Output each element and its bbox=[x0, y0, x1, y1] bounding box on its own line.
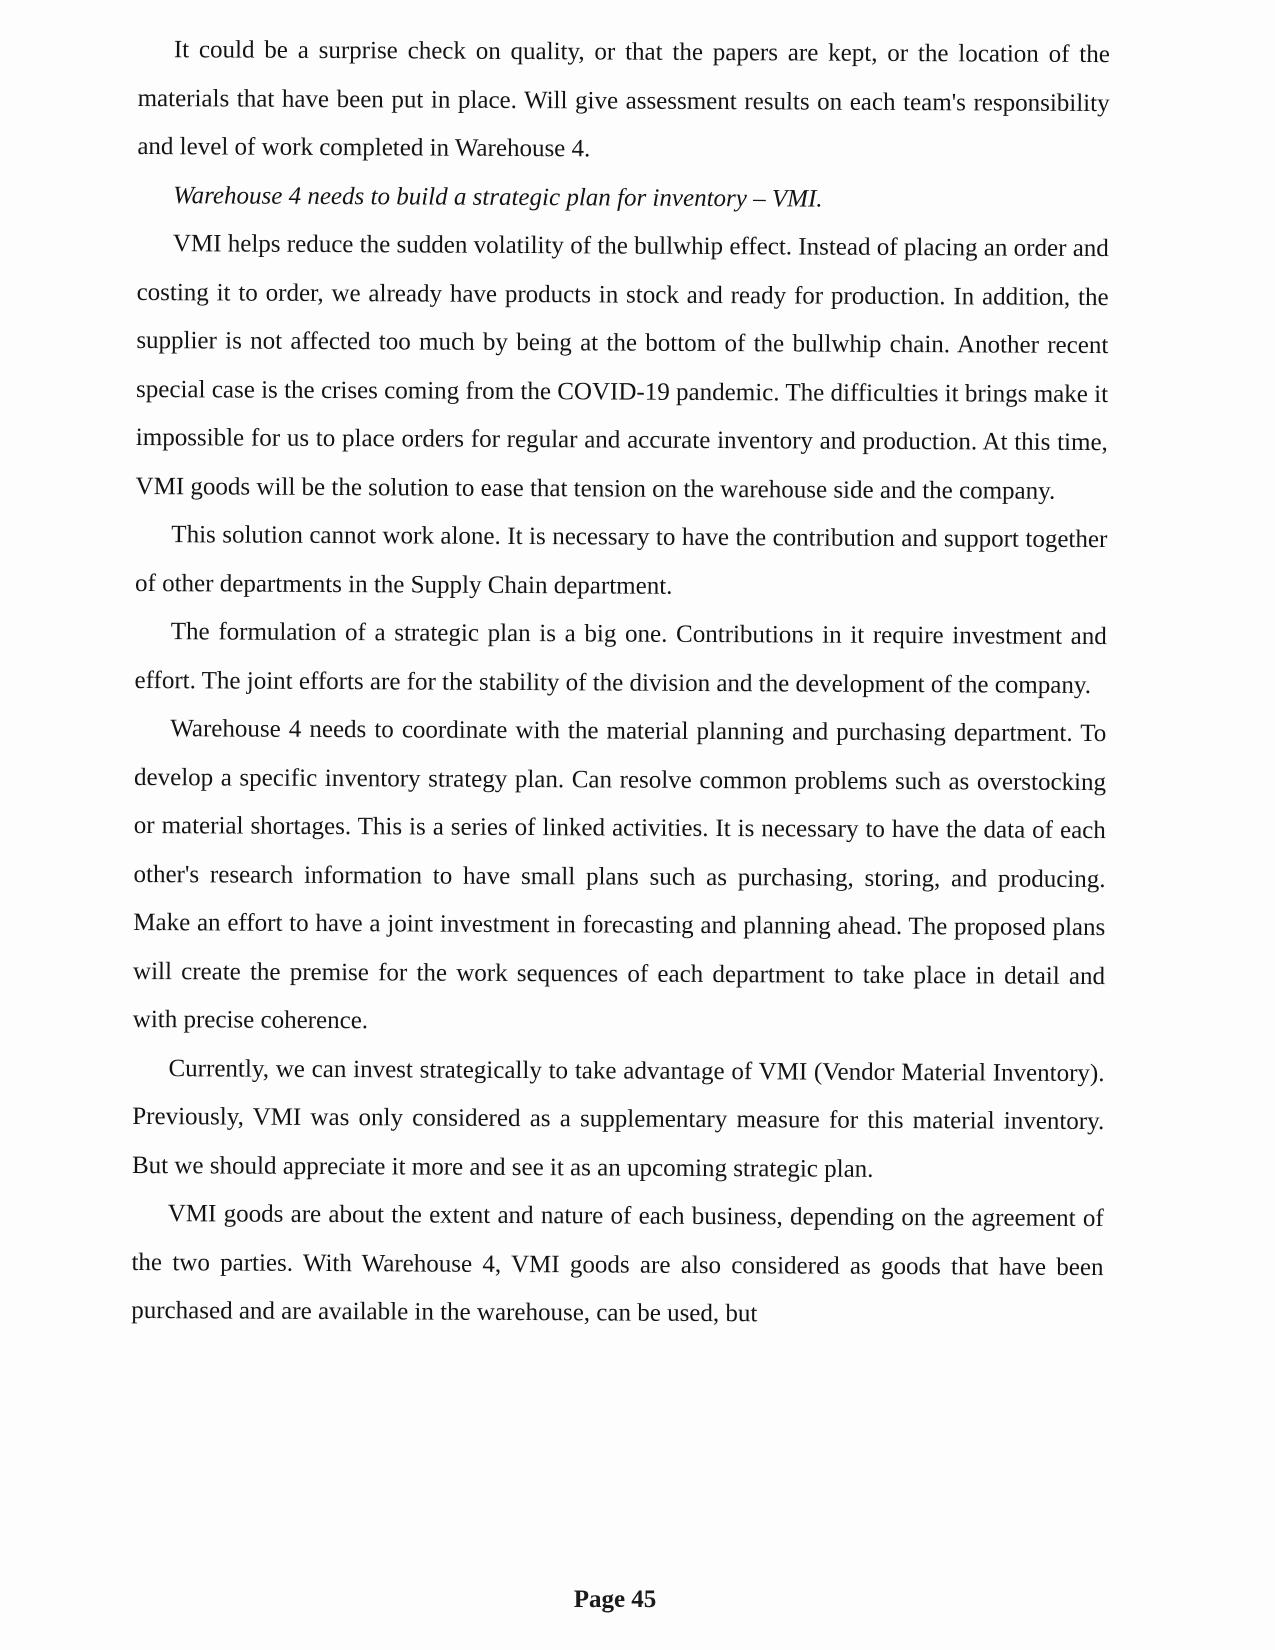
paragraph-coordination: Warehouse 4 needs to coordinate with the material planning and purchasing department. To develop a specific inventory strategy plan. Can resolve common problems such as overstocking or material shortages. This is a series of linked activities. It is necessary to have the data of each other's research information to have small plans such as purchasing, storing, and producing. Make an effort to have a joint investment in forecasting and planning ahead. The proposed plans will create the premise for the work sequences of each department to take place in detail and with precise coherence. bbox=[132, 715, 1107, 1035]
paragraph-quality-check: It could be a surprise check on quality, or that the papers are kept, or the location of the materials that have been put in place. Will give assessment results on each team's responsibility and level of work completed in Warehouse 4. bbox=[137, 36, 1110, 163]
paragraph-vmi-goods: VMI goods are about the extent and nature of each business, depending on the agreement of the two parties. With Warehouse 4, VMI goods are also considered as goods that have been purchased and are available in the warehouse, can be used, but bbox=[131, 1200, 1104, 1328]
paragraph-solution-support: This solution cannot work alone. It is necessary to have the contribution and support together of other departments in the Supply Chain department. bbox=[135, 521, 1108, 600]
section-heading-vmi-plan: Warehouse 4 needs to build a strategic plan for inventory – VMI. bbox=[173, 181, 823, 213]
body-text bbox=[131, 26, 1110, 1341]
paragraph-strategic-plan: The formulation of a strategic plan is a big one. Contributions in it require investment and effort. The joint efforts are for the stability of the division and the development of the company. bbox=[134, 618, 1107, 699]
paragraph-vmi-bullwhip: VMI helps reduce the sudden volatility of the bullwhip effect. Instead of placing an order and costing it to order, we already have products in stock and ready for production. In addition, the supplier is not affected too much by being at the bottom of the bullwhip chain. Another recent special case is the crises coming from the COVID-19 pandemic. The difficulties it brings make it impossible for us to place orders for regular and accurate inventory and production. At this time, VMI goods will be the solution to ease that tension on the warehouse side and the company. bbox=[135, 230, 1109, 505]
page-number: Page 45 bbox=[573, 1586, 657, 1613]
paragraph-invest-vmi: Currently, we can invest strategically to take advantage of VMI (Vendor Material Inventory). Previously, VMI was only considered as a supplementary measure for this material inventory. But we should appreciate it more and see it as an upcoming strategic plan. bbox=[131, 1054, 1105, 1183]
